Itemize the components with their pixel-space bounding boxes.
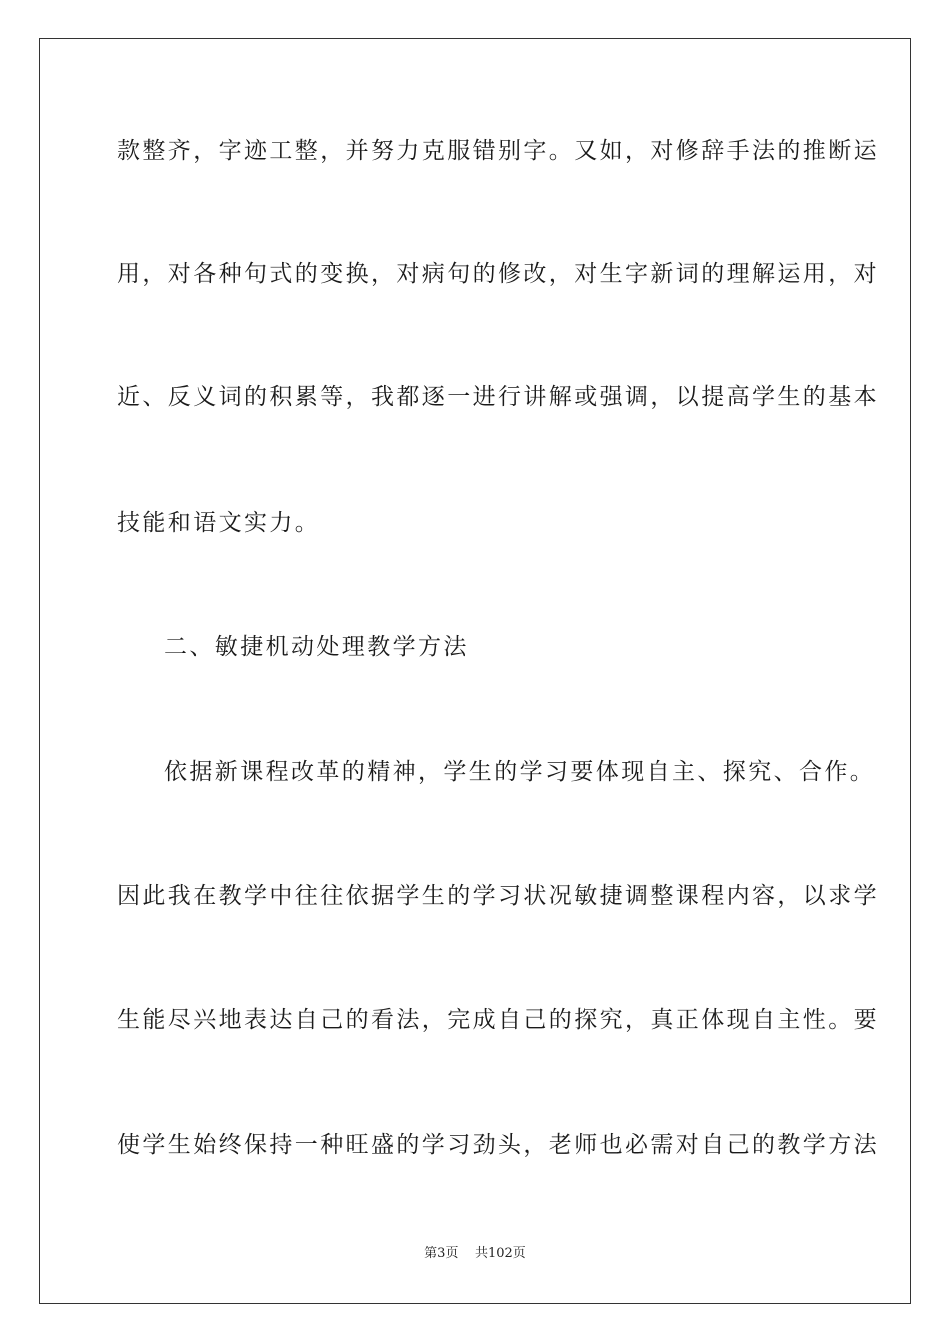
page-number: 第3页 xyxy=(424,1246,459,1261)
body-text-line-4: 技能和语文实力。 xyxy=(117,510,321,536)
body-text-line-7: 生能尽兴地表达自己的看法，完成自己的探究，真正体现自主性。要 xyxy=(117,1007,879,1033)
page-total: 共102页 xyxy=(474,1246,526,1261)
body-text-line-6: 因此我在教学中往往依据学生的学习状况敏捷调整课程内容，以求学 xyxy=(117,883,879,909)
body-text-line-8: 使学生始终保持一种旺盛的学习劲头，老师也必需对自己的教学方法 xyxy=(117,1132,879,1158)
page-border xyxy=(39,38,911,1304)
section-heading: 二、敏捷机动处理教学方法 xyxy=(164,634,469,660)
body-text-line-5: 依据新课程改革的精神，学生的学习要体现自主、探究、合作。 xyxy=(164,759,876,785)
body-text-line-1: 款整齐，字迹工整，并努力克服错别字。又如，对修辞手法的推断运 xyxy=(117,138,879,164)
page-footer xyxy=(0,1245,950,1263)
body-text-line-3: 近、反义词的积累等，我都逐一进行讲解或强调，以提高学生的基本 xyxy=(117,384,879,410)
body-text-line-2: 用，对各种句式的变换，对病句的修改，对生字新词的理解运用，对 xyxy=(117,261,879,287)
